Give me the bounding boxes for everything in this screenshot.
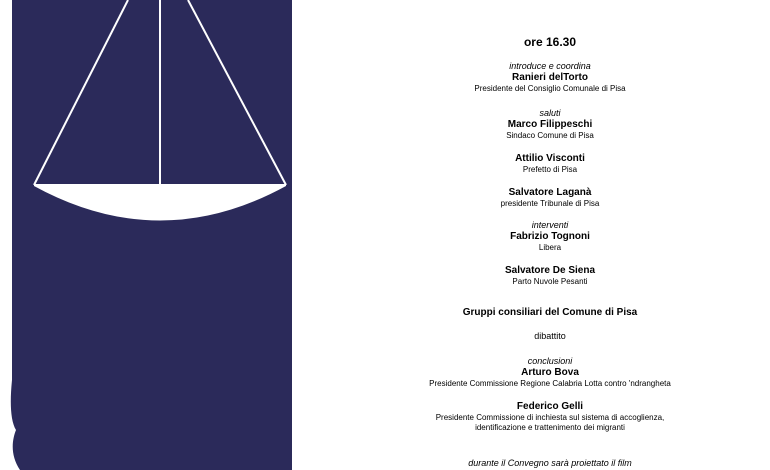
speaker-name: Fabrizio Tognoni [510, 231, 590, 242]
speaker-desc: presidente Tribunale di Pisa [500, 199, 600, 208]
speaker-desc: Presidente Commissione di inchiesta sul sistema di accoglienza, [435, 413, 665, 422]
banner-shape [11, 0, 292, 470]
speaker-desc: Sindaco Comune di Pisa [506, 131, 594, 140]
debate-label: dibattito [534, 331, 566, 341]
speaker-desc: Libera [538, 243, 562, 252]
council-groups: Gruppi consiliari del Comune di Pisa [462, 307, 638, 318]
speaker-name: Salvatore Laganà [508, 187, 592, 198]
speaker-desc: Prefetto di Pisa [522, 165, 578, 174]
speaker-name: Attilio Visconti [515, 153, 585, 164]
speaker-name: Salvatore De Siena [504, 265, 596, 276]
program-content [395, 0, 705, 470]
speaker-desc: Parto Nuvole Pesanti [512, 277, 588, 286]
coordinator-desc: Presidente del Consiglio Comunale di Pisa [474, 84, 626, 93]
introduce-role: introduce e coordina [509, 61, 591, 71]
conclusioni-role: conclusioni [527, 356, 573, 366]
footer-note: durante il Convegno sarà proiettato il film [468, 458, 632, 468]
speaker-name: Arturo Bova [521, 367, 579, 378]
speaker-desc: identificazione e trattenimento dei migranti [475, 423, 625, 432]
speaker-name: Marco Filippeschi [507, 119, 593, 130]
interventi-role: interventi [531, 220, 569, 230]
justice-scale-banner [0, 0, 300, 470]
saluti-role: saluti [539, 108, 561, 118]
speaker-desc: Presidente Commissione Regione Calabria Lotta contro 'ndrangheta [429, 379, 671, 388]
coordinator-name: Ranieri delTorto [512, 72, 588, 83]
speaker-name: Federico Gelli [516, 401, 584, 412]
event-time: ore 16.30 [523, 35, 577, 49]
